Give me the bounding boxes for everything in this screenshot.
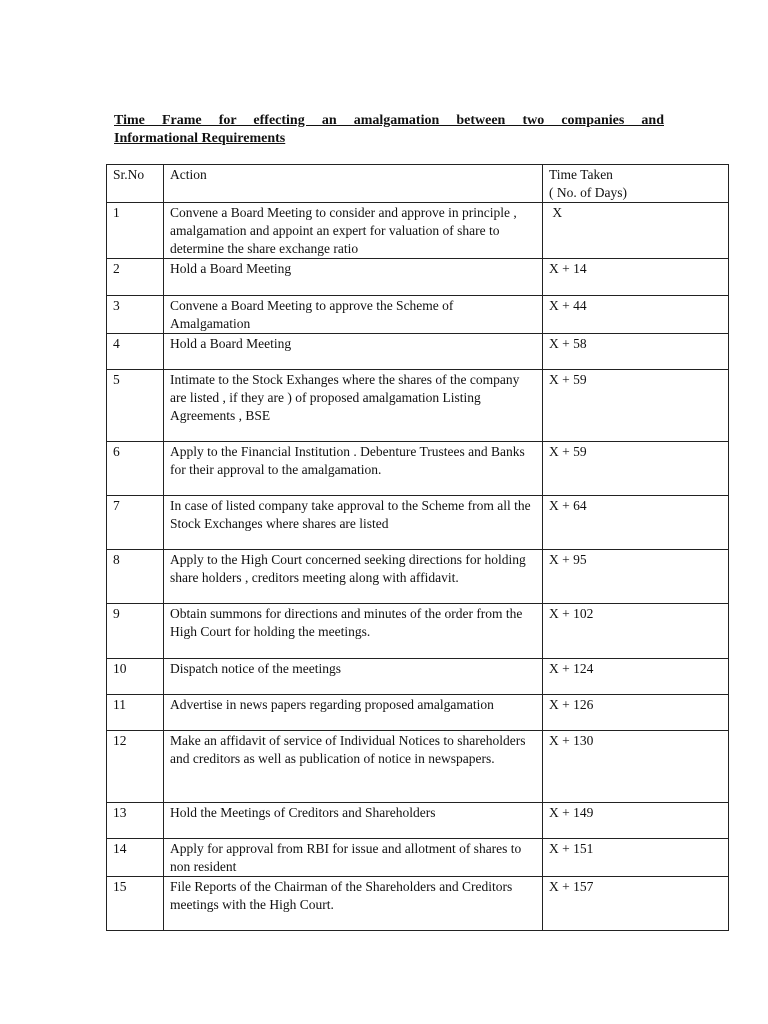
header-time-line-2: ( No. of Days) (549, 185, 627, 200)
row-time: X + 64 (543, 496, 729, 550)
row-sr: 8 (107, 550, 164, 604)
row-sr: 7 (107, 496, 164, 550)
table-header-row (107, 165, 729, 203)
table-row (107, 803, 729, 839)
row-time: X + 58 (543, 334, 729, 370)
table-row (107, 550, 729, 604)
row-time: X + 151 (543, 839, 729, 877)
row-time: X + 124 (543, 659, 729, 695)
row-sr: 11 (107, 695, 164, 731)
table-row (107, 296, 729, 334)
document-title (114, 112, 664, 148)
row-action: File Reports of the Chairman of the Shareholders and Creditors meetings with the High Court. (164, 877, 543, 931)
row-action: Hold the Meetings of Creditors and Shareholders (164, 803, 543, 839)
row-sr: 5 (107, 370, 164, 442)
row-sr: 1 (107, 203, 164, 259)
row-time: X + 59 (543, 442, 729, 496)
row-time: X + 102 (543, 604, 729, 659)
table-row (107, 839, 729, 877)
timeframe-table (106, 164, 729, 931)
table-row (107, 496, 729, 550)
row-time: X (543, 203, 729, 259)
title-line-2: Informational Requirements (114, 131, 286, 146)
table-row (107, 695, 729, 731)
table-row (107, 370, 729, 442)
header-action: Action (164, 165, 543, 203)
row-sr: 4 (107, 334, 164, 370)
row-action: Obtain summons for directions and minutes of the order from the High Court for holding the meetings. (164, 604, 543, 659)
row-sr: 3 (107, 296, 164, 334)
row-time: X + 130 (543, 731, 729, 803)
table-row (107, 604, 729, 659)
row-time: X + 14 (543, 259, 729, 296)
row-time: X + 157 (543, 877, 729, 931)
table-row (107, 259, 729, 296)
table-row (107, 334, 729, 370)
table-row (107, 442, 729, 496)
row-sr: 13 (107, 803, 164, 839)
table-row (107, 203, 729, 259)
header-time-taken (543, 165, 729, 203)
row-action: Convene a Board Meeting to approve the Scheme of Amalgamation (164, 296, 543, 334)
row-action: Advertise in news papers regarding proposed amalgamation (164, 695, 543, 731)
row-time: X + 149 (543, 803, 729, 839)
row-sr: 12 (107, 731, 164, 803)
row-sr: 10 (107, 659, 164, 695)
row-action: Apply for approval from RBI for issue and allotment of shares to non resident (164, 839, 543, 877)
row-sr: 6 (107, 442, 164, 496)
row-time: X + 95 (543, 550, 729, 604)
table-row (107, 659, 729, 695)
title-line-1: Time Frame for effecting an amalgamation between two companies and (114, 113, 664, 128)
row-action: Hold a Board Meeting (164, 334, 543, 370)
row-time: X + 59 (543, 370, 729, 442)
row-sr: 2 (107, 259, 164, 296)
row-action: Intimate to the Stock Exhanges where the shares of the company are listed , if they are ) of proposed amalgamation Listing Agreements , BSE (164, 370, 543, 442)
header-time-line-1: Time Taken (549, 167, 613, 182)
row-action: Apply to the High Court concerned seeking directions for holding share holders , creditors meeting along with affidavit. (164, 550, 543, 604)
row-action: Hold a Board Meeting (164, 259, 543, 296)
table-row (107, 877, 729, 931)
row-action: Dispatch notice of the meetings (164, 659, 543, 695)
header-sr-no: Sr.No (107, 165, 164, 203)
row-sr: 15 (107, 877, 164, 931)
row-action: Make an affidavit of service of Individual Notices to shareholders and creditors as well as publication of notice in newspapers. (164, 731, 543, 803)
row-action: Apply to the Financial Institution . Debenture Trustees and Banks for their approval to the amalgamation. (164, 442, 543, 496)
row-sr: 9 (107, 604, 164, 659)
row-sr: 14 (107, 839, 164, 877)
row-time: X + 126 (543, 695, 729, 731)
table-row (107, 731, 729, 803)
row-action: In case of listed company take approval to the Scheme from all the Stock Exchanges where shares are listed (164, 496, 543, 550)
row-action: Convene a Board Meeting to consider and approve in principle , amalgamation and appoint an expert for valuation of share to determine the share exchange ratio (164, 203, 543, 259)
row-time: X + 44 (543, 296, 729, 334)
